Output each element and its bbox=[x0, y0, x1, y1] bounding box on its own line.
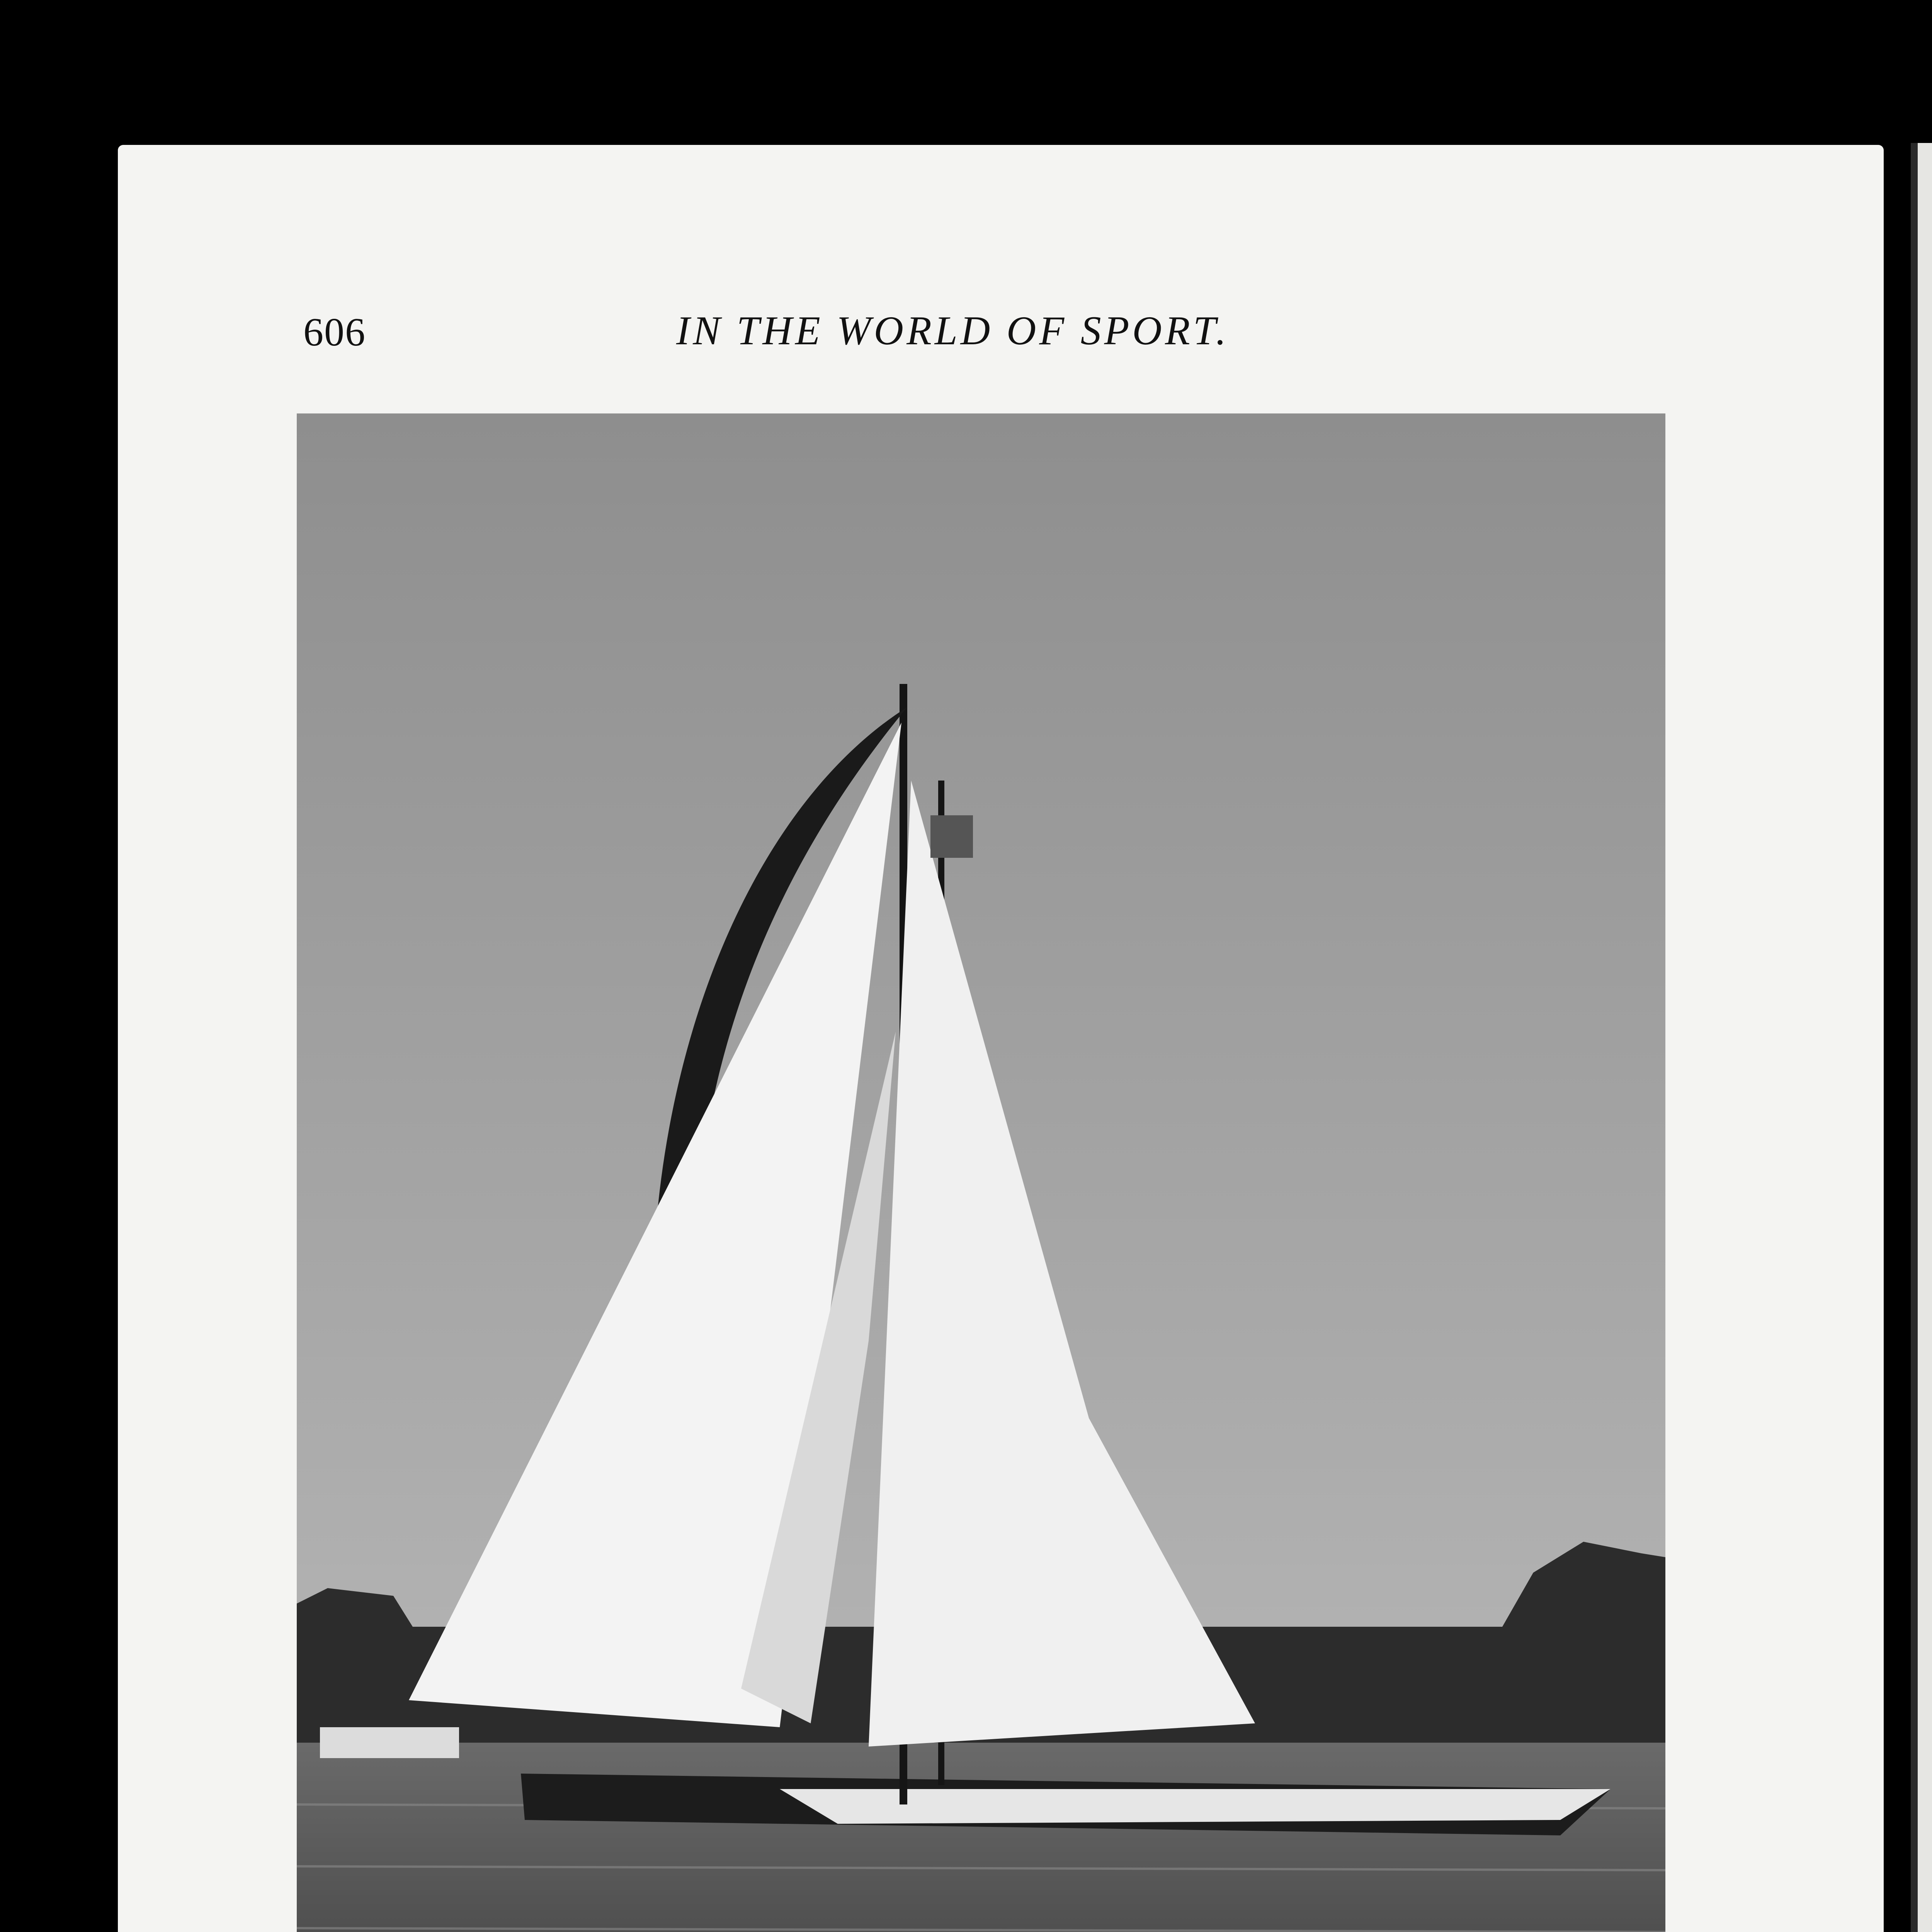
yacht-illustration bbox=[297, 413, 1665, 1932]
running-head: IN THE WORLD OF SPORT. bbox=[676, 308, 1230, 353]
water bbox=[297, 1743, 1665, 1932]
distant-steamer bbox=[320, 1727, 459, 1758]
adjacent-page-edge bbox=[1911, 143, 1932, 1932]
flag bbox=[930, 815, 973, 858]
yacht-photograph bbox=[297, 413, 1665, 1932]
page-number: 606 bbox=[303, 310, 366, 354]
